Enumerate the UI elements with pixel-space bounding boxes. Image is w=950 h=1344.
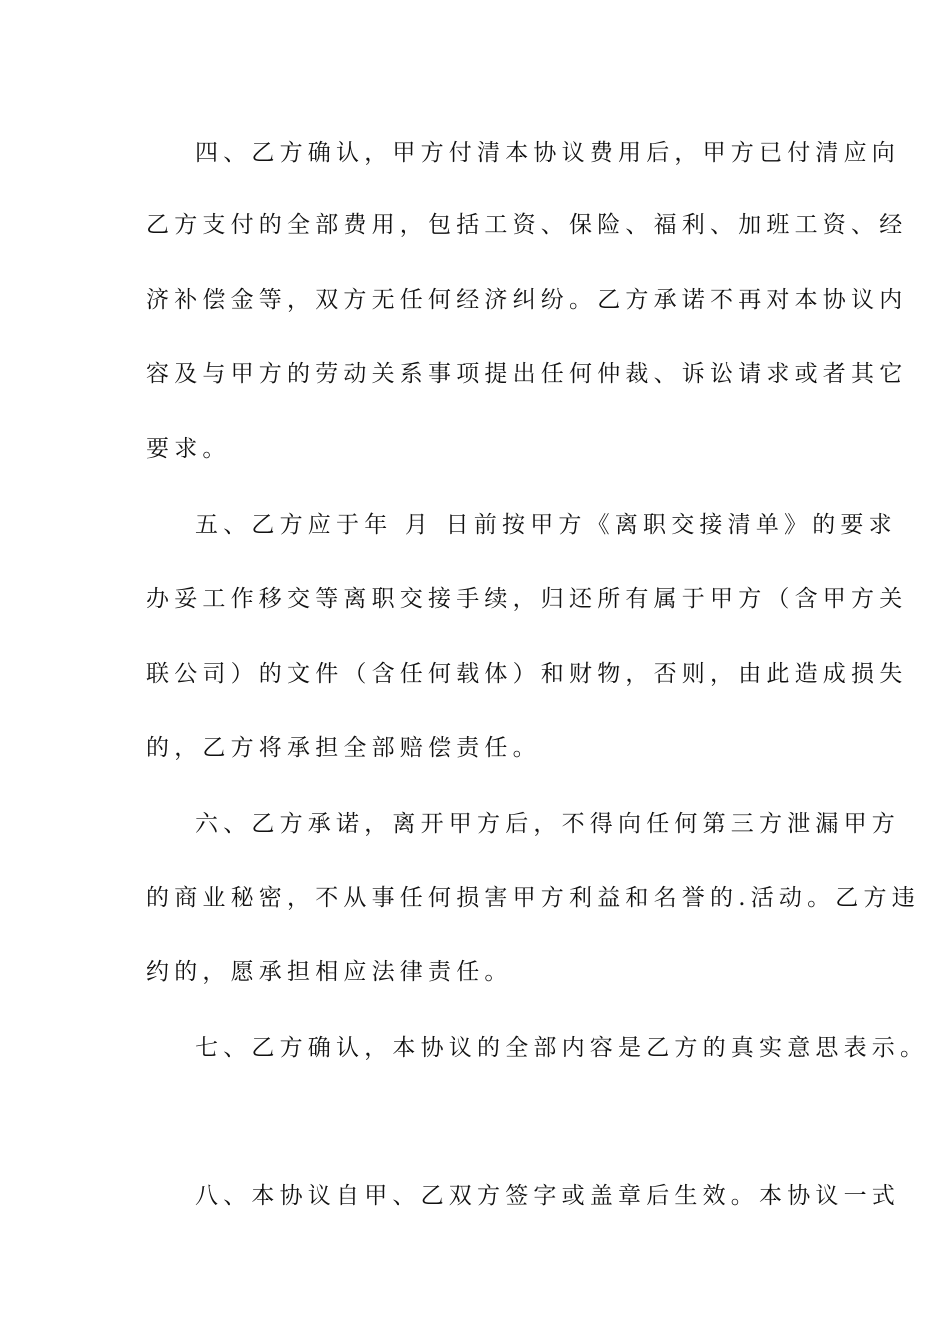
clause-4-line-3: 济补偿金等，双方无任何经济纠纷。乙方承诺不再对本协议内	[146, 287, 908, 313]
clause-5-line-4: 的，乙方将承担全部赔偿责任。	[146, 735, 541, 761]
clause-6-line-2: 的商业秘密，不从事任何损害甲方利益和名誉的.活动。乙方违	[146, 885, 920, 911]
clause-6-line-1: 六、乙方承诺，离开甲方后，不得向任何第三方泄漏甲方	[195, 811, 900, 837]
clause-7-line-1: 七、乙方确认，本协议的全部内容是乙方的真实意思表示。	[195, 1035, 929, 1061]
clause-8-line-1: 八、本协议自甲、乙双方签字或盖章后生效。本协议一式	[195, 1183, 900, 1209]
clause-4-line-1: 四、乙方确认，甲方付清本协议费用后，甲方已付清应向	[195, 140, 900, 166]
clause-5-line-2: 办妥工作移交等离职交接手续，归还所有属于甲方（含甲方关	[146, 586, 908, 612]
clause-6-line-3: 约的，愿承担相应法律责任。	[146, 959, 513, 985]
clause-5-line-1: 五、乙方应于年 月 日前按甲方《离职交接清单》的要求	[195, 512, 897, 538]
clause-4-line-4: 容及与甲方的劳动关系事项提出任何仲裁、诉讼请求或者其它	[146, 361, 908, 387]
clause-4-line-2: 乙方支付的全部费用，包括工资、保险、福利、加班工资、经	[146, 212, 908, 238]
clause-4-line-5: 要求。	[146, 436, 231, 462]
clause-5-line-3: 联公司）的文件（含任何载体）和财物，否则，由此造成损失	[146, 661, 908, 687]
